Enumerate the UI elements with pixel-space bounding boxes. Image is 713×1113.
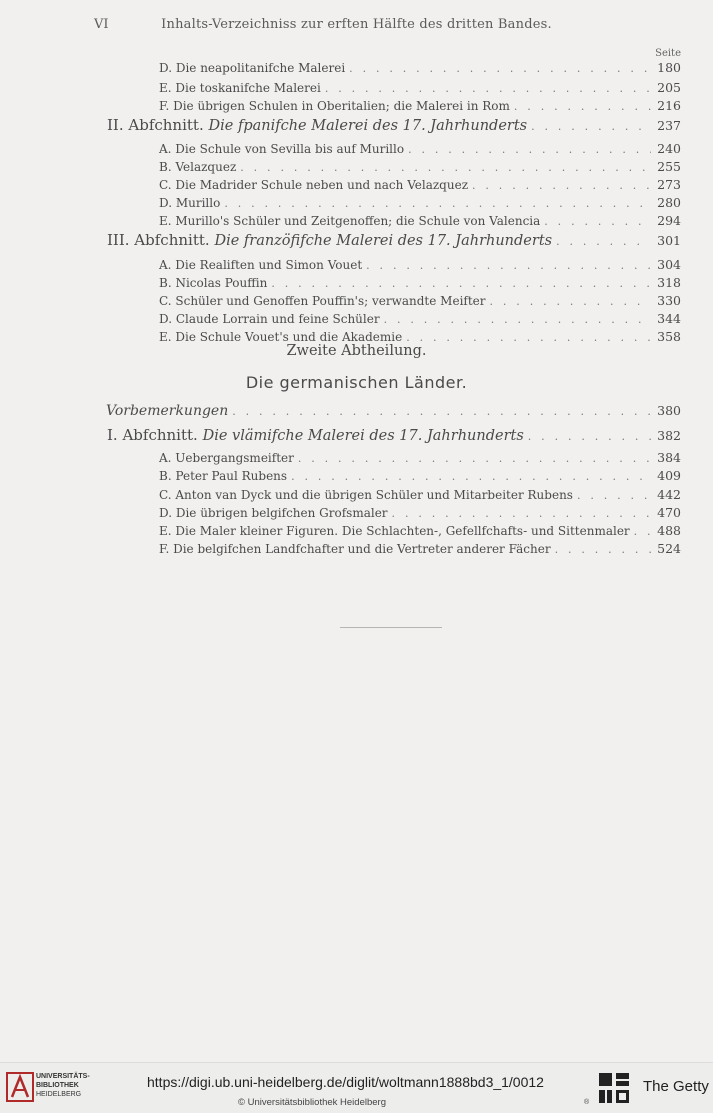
toc-entry [0,257,713,275]
toc-entry [0,98,713,116]
toc-entry [0,195,713,213]
getty-logo-icon [597,1071,631,1105]
viewer-footer [0,1062,713,1113]
copyright-notice: © Universitätsbibliothek Heidelberg [238,1097,386,1108]
part-heading: Zweite Abtheilung. [286,343,427,359]
toc-entry [0,505,713,523]
toc-entry-title [107,231,556,249]
part-subheading: Die germanischen Länder. [245,373,468,392]
library-name-line3: HEIDELBERG [36,1091,82,1098]
university-library-logo-icon [6,1071,34,1103]
page-reference: 280 [657,195,681,210]
page-reference: 382 [657,428,681,443]
page-reference: 205 [657,80,681,95]
toc-entry-title: A. Die Schule von Sevilla bis auf Murillo [159,142,405,156]
toc-entry-title: C. Die Madrider Schule neben und nach Velazquez [159,178,469,192]
page-reference: 255 [657,159,681,174]
dot-leader [291,470,651,483]
toc-entry-title: C. Anton van Dyck und die übrigen Schüler und Mitarbeiter Rubens [159,488,573,502]
toc-entry-title: D. Die übrigen belgifchen Grofsmaler [159,506,388,520]
toc-entry-title: C. Schüler und Genoffen Pouffin's; verwandte Meifter [159,294,486,308]
toc-section-entry [0,231,713,249]
toc-entry-title: F. Die übrigen Schulen in Oberitalien; die Malerei in Rom [159,99,510,113]
toc-entry [0,177,713,195]
page-number: VI [94,17,109,32]
dot-leader [298,452,651,465]
toc-entry [0,311,713,329]
toc-entry [0,80,713,98]
toc-entry [0,213,713,231]
toc-entry [0,450,713,468]
page-reference: 384 [657,450,681,465]
toc-entry-title: E. Die Schule Vouet's und die Akademie [159,330,403,344]
divider-rule [340,627,442,628]
page-reference: 524 [657,541,681,556]
running-title: Inhalts-Verzeichniss zur erften Hälfte des dritten Bandes. [161,17,552,32]
toc-section-entry [0,116,713,134]
page-reference: 330 [657,293,681,308]
toc-section-entry [0,426,713,444]
page-reference: 237 [657,118,681,133]
dot-leader [634,525,651,538]
seite-label: Seite [655,48,681,59]
dot-leader [531,120,651,133]
permalink-url[interactable]: https://digi.ub.uni-heidelberg.de/diglit/woltmann1888bd3_1/0012 [147,1074,544,1090]
section-label: III. Abfchnitt. [107,231,210,249]
toc-entry-title [107,116,531,134]
dot-leader [472,179,651,192]
toc-entry [0,541,713,559]
page-reference: 240 [657,141,681,156]
page-reference: 301 [657,233,681,248]
toc-entry-title: B. Peter Paul Rubens [159,469,288,483]
toc-entry-title: B. Velazquez [159,160,237,174]
toc-preface-entry [0,403,713,421]
toc-entry [0,60,713,78]
dot-leader [577,489,651,502]
registered-mark: ® [584,1099,590,1106]
dot-leader [528,430,651,443]
page-reference: 409 [657,468,681,483]
dot-leader [514,100,651,113]
page-reference: 470 [657,505,681,520]
dot-leader [490,295,651,308]
toc-entry [0,487,713,505]
toc-entry [0,468,713,486]
toc-entry [0,159,713,177]
page-reference: 488 [657,523,681,538]
toc-entry-title: E. Murillo's Schüler und Zeitgenoffen; die Schule von Valencia [159,214,541,228]
dot-leader [271,277,651,290]
page-reference: 273 [657,177,681,192]
dot-leader [349,62,651,75]
toc-entry-title: D. Claude Lorrain und feine Schüler [159,312,380,326]
getty-partner-name: The Getty [643,1078,709,1095]
library-name-line2: BIBLIOTHEK [36,1082,79,1089]
section-label: I. Abfchnitt. [107,426,198,444]
dot-leader [544,215,651,228]
page-reference: 318 [657,275,681,290]
toc-entry [0,293,713,311]
toc-entry-title: B. Nicolas Pouffin [159,276,268,290]
dot-leader [366,259,651,272]
toc-entry [0,523,713,541]
page-reference: 216 [657,98,681,113]
toc-entry-title: Vorbemerkungen [106,403,229,419]
toc-entry-title: A. Die Realiften und Simon Vouet [159,258,363,272]
dot-leader [325,82,651,95]
toc-entry-title: E. Die Maler kleiner Figuren. Die Schlachten-, Gefellfchafts- und Sittenmaler [159,524,630,538]
toc-entry-title: A. Uebergangsmeifter [159,451,294,465]
dot-leader [556,235,651,248]
dot-leader [555,543,651,556]
page-reference: 442 [657,487,681,502]
toc-entry-title: D. Murillo [159,196,221,210]
toc-entry-title: F. Die belgifchen Landfchafter und die Vertreter anderer Fächer [159,542,551,556]
toc-entry-title [107,426,528,444]
dot-leader [240,161,651,174]
page-reference: 180 [657,60,681,75]
library-name-line1: UNIVERSITÄTS- [36,1073,90,1080]
dot-leader [224,197,651,210]
toc-entry [0,275,713,293]
library-name [36,1072,90,1099]
dot-leader [384,313,651,326]
section-title: Die fpanifche Malerei des 17. Jahrhunderts [208,118,528,134]
dot-leader [392,507,651,520]
section-label: II. Abfchnitt. [107,116,204,134]
toc-entry-title: D. Die neapolitanifche Malerei [159,61,346,75]
toc-entry-title: E. Die toskanifche Malerei [159,81,321,95]
dot-leader [408,143,651,156]
dot-leader [232,405,651,418]
page-reference: 358 [657,329,681,344]
page-reference: 380 [657,403,681,418]
section-title: Die franzöfifche Malerei des 17. Jahrhunderts [214,233,553,249]
toc-entry [0,141,713,159]
section-title: Die vlämifche Malerei des 17. Jahrhunderts [202,428,524,444]
page-reference: 294 [657,213,681,228]
page-reference: 344 [657,311,681,326]
page-reference: 304 [657,257,681,272]
